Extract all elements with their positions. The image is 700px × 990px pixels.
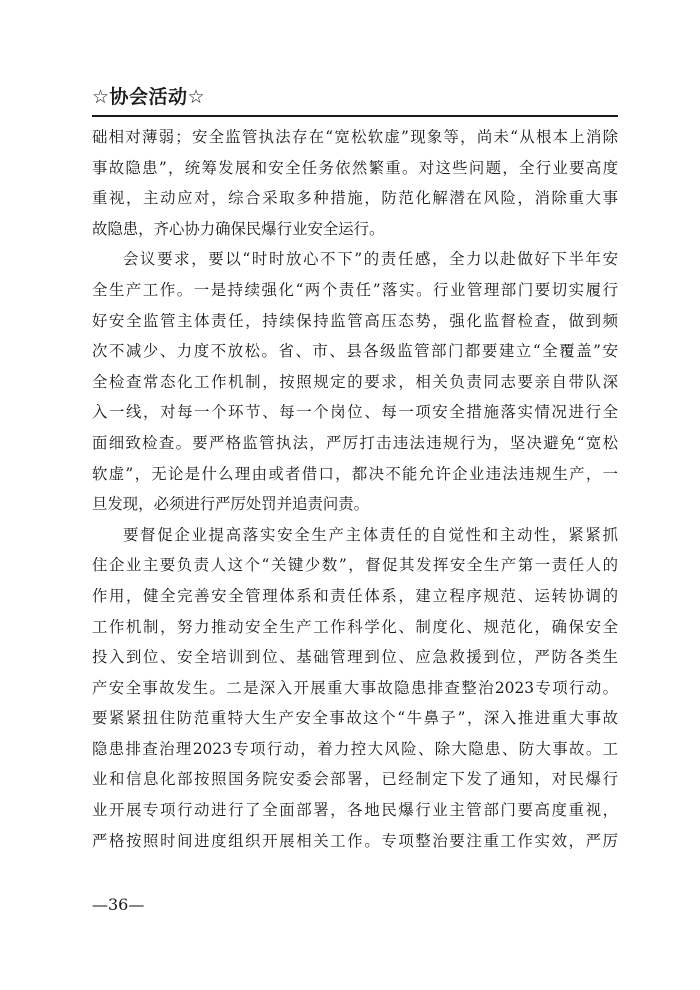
- text-line: 产安全事故发生。二是深入开展重大事故隐患排查整治2023专项行动。: [92, 678, 618, 697]
- article-body: [92, 122, 618, 856]
- text-line: 隐患排查治理2023专项行动，着力控大风险、除大隐患、防大事故。工: [92, 739, 618, 758]
- page-number: —36—: [92, 895, 145, 914]
- text-line: 次不减少、力度不放松。省、市、县各级监管部门都要建立“全覆盖”安: [92, 342, 618, 361]
- text-line: 好安全监管主体责任，持续保持监管高压态势，强化监督检查，做到频: [92, 311, 618, 330]
- paragraph: [92, 244, 618, 519]
- paragraph: [92, 122, 618, 244]
- text-line: 面细致检查。要严格监管执法，严厉打击违法违规行为，坚决避免“宽松: [92, 433, 618, 452]
- text-line: 业开展专项行动进行了全面部署，各地民爆行业主管部门要高度重视，: [92, 801, 618, 820]
- text-line: 投入到位、安全培训到位、基础管理到位、应急救援到位，严防各类生: [92, 648, 618, 667]
- text-line: 旦发现，必须进行严厉处罚并追责问责。: [92, 495, 370, 514]
- text-line: 入一线，对每一个环节、每一个岗位、每一项安全措施落实情况进行全: [92, 403, 618, 422]
- text-line: 重视，主动应对，综合采取多种措施，防范化解潜在风险，消除重大事: [92, 189, 618, 208]
- text-line: 工作机制，努力推动安全生产工作科学化、制度化、规范化，确保安全: [92, 617, 618, 636]
- text-line: 住企业主要负责人这个“关键少数”，督促其发挥安全生产第一责任人的: [92, 556, 618, 575]
- text-line: 作用，健全完善安全管理体系和责任体系，建立程序规范、运转协调的: [92, 586, 618, 605]
- text-line: 业和信息化部按照国务院安委会部署，已经制定下发了通知，对民爆行: [92, 770, 618, 789]
- text-line: 故隐患，齐心协力确保民爆行业安全运行。: [92, 219, 385, 238]
- text-line: 事故隐患”，统筹发展和安全任务依然繁重。对这些问题，全行业要高度: [92, 158, 618, 177]
- text-line: 要紧紧扭住防范重特大生产安全事故这个“牛鼻子”，深入推进重大事故: [92, 709, 618, 728]
- header-divider: [92, 115, 618, 117]
- text-line: 全生产工作。一是持续强化“两个责任”落实。行业管理部门要切实履行: [92, 280, 618, 299]
- text-line: 严格按照时间进度组织开展相关工作。专项整治要注重工作实效，严厉: [92, 831, 618, 850]
- text-line: 软虚”，无论是什么理由或者借口，都决不能允许企业违法违规生产，一: [92, 464, 618, 483]
- paragraph: [92, 520, 618, 857]
- section-header: ☆协会活动☆: [92, 86, 206, 108]
- text-line: 会议要求，要以“时时放心不下”的责任感，全力以赴做好下半年安: [123, 250, 618, 269]
- text-line: 全检查常态化工作机制，按照规定的要求，相关负责同志要亲自带队深: [92, 372, 618, 391]
- text-line: 础相对薄弱；安全监管执法存在“宽松软虚”现象等，尚未“从根本上消除: [92, 128, 618, 146]
- text-line: 要督促企业提高落实安全生产主体责任的自觉性和主动性，紧紧抓: [123, 525, 618, 544]
